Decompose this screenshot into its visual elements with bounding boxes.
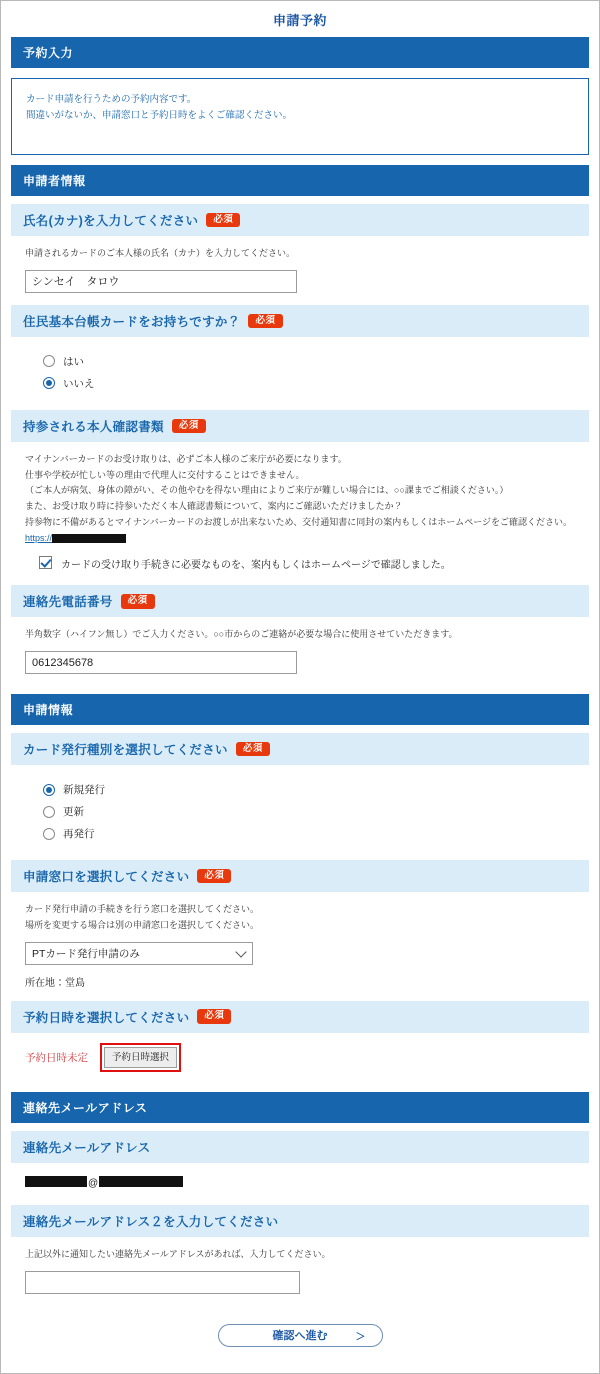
field-block-mail-second <box>11 1237 589 1306</box>
field-label-card-type: カード発行種別を選択してください <box>23 743 228 757</box>
radio-label: 更新 <box>63 806 84 818</box>
select-datetime-button[interactable]: 予約日時選択 <box>104 1047 177 1068</box>
redacted-url <box>52 534 126 543</box>
counter-select[interactable] <box>25 942 253 965</box>
field-header-phone <box>11 585 589 617</box>
mail-second-input[interactable] <box>25 1271 300 1294</box>
required-badge: 必須 <box>197 869 231 884</box>
counter-select-value: PTカード発行申請のみ <box>32 947 140 960</box>
counter-address: 所在地：堂島 <box>25 977 85 989</box>
field-header-mail-second <box>11 1205 589 1237</box>
counter-help-line-1: カード発行申請の手続きを行う窓口を選択してください。 <box>25 904 260 914</box>
submit-label: 確認へ進む <box>272 1330 328 1343</box>
field-block-phone <box>11 617 589 686</box>
mail-separator: @ <box>88 1177 99 1189</box>
required-badge: 必須 <box>121 594 155 609</box>
reservation-notice-box <box>11 78 589 155</box>
field-label-mail-second: 連絡先メールアドレス２を入力してください <box>23 1214 279 1229</box>
radio-icon[interactable] <box>43 355 55 367</box>
field-label-juki-card: 住民基本台帳カードをお持ちですか？ <box>23 314 241 329</box>
redacted-mail-domain <box>99 1176 183 1187</box>
field-header-card-type <box>11 733 589 765</box>
field-label-mail-current: 連絡先メールアドレス <box>23 1140 151 1155</box>
reservation-status-text: 予約日時未定 <box>25 1051 88 1064</box>
field-block-card-type <box>11 765 589 860</box>
section-header-application-info: 申請情報 <box>11 694 589 725</box>
required-badge: 必須 <box>206 213 240 228</box>
radio-icon-selected[interactable] <box>43 784 55 796</box>
identification-help-line-5: 持参物に不備があるとマイナンバーカードのお渡しが出来ないため、交付通知書に同封の案内もしくはホームページをご確認ください。 <box>25 516 573 527</box>
identification-help <box>25 452 575 547</box>
field-block-mail-current <box>11 1163 589 1197</box>
field-header-identification <box>11 410 589 442</box>
required-badge: 必須 <box>197 1009 231 1024</box>
section-header-applicant-info: 申請者情報 <box>11 165 589 196</box>
field-label-datetime: 予約日時を選択してください <box>23 1010 190 1025</box>
proceed-to-confirm-button[interactable] <box>218 1324 383 1347</box>
field-header-datetime <box>11 1001 589 1033</box>
radio-option-new-issue[interactable] <box>43 782 575 797</box>
checkbox-icon[interactable] <box>39 556 52 569</box>
field-header-counter <box>11 860 589 892</box>
radio-label: はい <box>63 355 84 368</box>
field-help-phone: 半角数字（ハイフン無し）でご入力ください。○○市からのご連絡が必要な場合に使用させていただきます。 <box>25 629 458 640</box>
section-header-reservation-input: 予約入力 <box>11 37 589 68</box>
field-block-name <box>11 236 589 305</box>
field-help-mail-second: 上記以外に通知したい連絡先メールアドレスがあれば、入力してください。 <box>25 1248 331 1259</box>
field-header-juki-card <box>11 305 589 337</box>
radio-label: 再発行 <box>63 828 95 840</box>
required-badge: 必須 <box>236 742 270 757</box>
identification-help-line-3: （ご本人が病気、身体の障がい、その他やむを得ない理由によりご来庁が難しい場合には、○○課までご相談ください。） <box>25 485 509 496</box>
identification-help-link-row <box>25 531 575 547</box>
field-help-name: 申請されるカードのご本人様の氏名（カナ）を入力してください。 <box>25 248 296 258</box>
datetime-select-highlight <box>100 1043 181 1072</box>
checkbox-label: カードの受け取り手続きに必要なものを、案内もしくはホームページで確認しました。 <box>61 560 451 572</box>
required-badge: 必須 <box>172 419 206 434</box>
counter-help-line-2: 場所を変更する場合は別の申請窓口を選択してください。 <box>25 919 260 930</box>
field-block-counter <box>11 892 589 1001</box>
field-header-mail-current <box>11 1131 589 1163</box>
counter-help <box>25 902 575 934</box>
radio-option-reissue[interactable] <box>43 826 575 841</box>
homepage-link[interactable]: https:// <box>25 532 53 543</box>
submit-area <box>11 1306 589 1361</box>
radio-option-juki-yes[interactable] <box>43 354 575 369</box>
page-title: 申請予約 <box>272 13 327 28</box>
notice-line-1: カード申請を行うための予約内容です。 <box>26 94 197 105</box>
name-kana-input[interactable] <box>25 270 297 293</box>
identification-help-line-2: 仕事や学校が忙しい等の理由で代理人に交付することはできません。 <box>25 469 305 480</box>
redacted-mail-local <box>25 1176 87 1187</box>
radio-icon[interactable] <box>43 828 55 840</box>
radio-icon-selected[interactable] <box>43 377 55 389</box>
required-badge: 必須 <box>248 314 282 329</box>
notice-line-2: 間違いがないか、申請窓口と予約日時をよくご確認ください。 <box>26 110 293 122</box>
radio-label: いいえ <box>63 377 95 390</box>
radio-icon[interactable] <box>43 806 55 818</box>
field-header-name <box>11 204 589 236</box>
field-label-counter: 申請窓口を選択してください <box>23 870 190 884</box>
field-label-identification: 持参される本人確認書類 <box>23 419 164 434</box>
chevron-right-icon: ＞ <box>355 1331 366 1343</box>
page-content <box>1 37 599 1373</box>
field-block-datetime <box>11 1033 589 1084</box>
chevron-down-icon[interactable] <box>235 946 246 957</box>
radio-option-juki-no[interactable] <box>43 376 575 391</box>
phone-input[interactable] <box>25 651 297 674</box>
field-label-name: 氏名(カナ)を入力してください <box>23 214 199 228</box>
radio-option-renewal[interactable] <box>43 804 575 819</box>
radio-label: 新規発行 <box>63 784 105 796</box>
identification-help-line-1: マイナンバーカードのお受け取りは、必ずご本人様のご来庁が必要になります。 <box>25 453 347 464</box>
field-block-identification <box>11 442 589 586</box>
field-label-phone: 連絡先電話番号 <box>23 595 113 610</box>
field-block-juki-card <box>11 337 589 410</box>
identification-help-line-4: また、お受け取り時に持参いただく本人確認書類について、案内にご確認いただけましたか？ <box>25 501 403 511</box>
identification-confirm-row[interactable] <box>39 556 575 571</box>
section-header-mail: 連絡先メールアドレス <box>11 1092 589 1123</box>
